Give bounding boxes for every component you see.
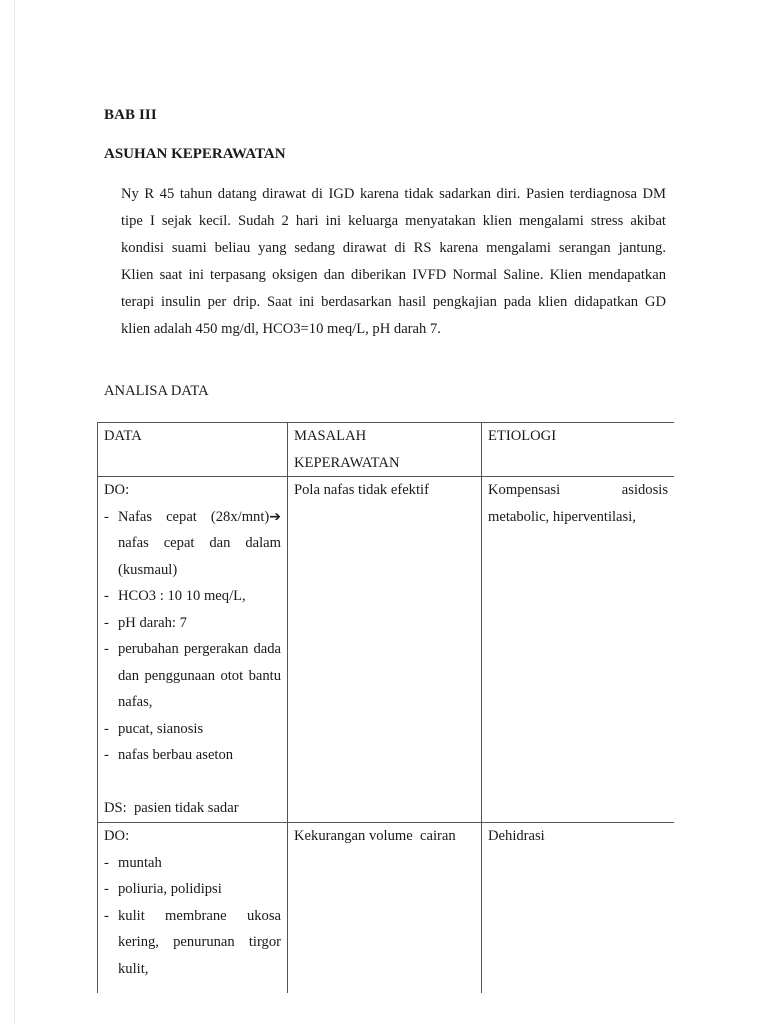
chapter-heading: BAB III bbox=[104, 107, 157, 123]
table-row bbox=[98, 823, 675, 994]
header-masalah bbox=[288, 423, 482, 477]
dash: - bbox=[104, 508, 109, 525]
intro-line: Ny R 45 tahun datang dirawat di IGD karena tidak sadarkan diri. Pasien terdiagnosa DM bbox=[121, 186, 666, 202]
header-etiologi bbox=[482, 423, 675, 477]
page-edge bbox=[14, 0, 15, 1024]
do-label: DO: bbox=[104, 482, 130, 498]
right-arrow-icon: ➔ bbox=[269, 508, 281, 525]
section-heading: ASUHAN KEPERAWATAN bbox=[104, 146, 286, 162]
intro-line: terapi insulin per drip. Saat ini berdasarkan hasil pengkajian pada klien didapatkan GD bbox=[121, 294, 666, 310]
list-item bbox=[104, 742, 281, 769]
masalah-text: Pola nafas tidak efektif bbox=[294, 482, 429, 498]
dash: - bbox=[104, 747, 109, 763]
dash: - bbox=[104, 881, 109, 897]
analysis-title: ANALISA DATA bbox=[104, 383, 209, 399]
item-text: pucat, sianosis bbox=[118, 720, 204, 737]
dash: - bbox=[104, 588, 109, 604]
masalah-cell bbox=[288, 477, 482, 823]
spacer bbox=[104, 769, 281, 795]
list-item-continuation: kering, penurunan tirgor bbox=[118, 934, 281, 950]
intro-line: kondisi suami beliau yang sedang dirawat di RS karena mengalami serangan jantung. bbox=[121, 240, 666, 256]
etiologi-cell bbox=[482, 823, 675, 994]
item-text: poliuria, polidipsi bbox=[118, 881, 222, 897]
list-item bbox=[104, 903, 281, 930]
header-data-label: DATA bbox=[104, 428, 142, 444]
intro-line: Klien saat ini terpasang oksigen dan diberikan IVFD Normal Saline. Klien mendapatkan bbox=[121, 267, 666, 283]
table-row bbox=[98, 477, 675, 823]
list-item bbox=[104, 636, 281, 663]
data-cell bbox=[98, 823, 288, 994]
dash: - bbox=[104, 854, 109, 871]
etiologi-text: metabolic, hiperventilasi, bbox=[488, 508, 636, 525]
etiologi-text: Kompensasi bbox=[488, 482, 561, 498]
list-item bbox=[104, 850, 281, 877]
case-description bbox=[121, 181, 666, 343]
etiologi-text: asidosis bbox=[621, 482, 668, 498]
list-item-continuation: kulit, bbox=[118, 960, 149, 977]
intro-line: tipe I sejak kecil. Sudah 2 hari ini keluarga menyatakan klien mengalami stress akibat bbox=[121, 213, 666, 229]
list-item bbox=[104, 876, 281, 903]
header-data bbox=[98, 423, 288, 477]
item-text: muntah bbox=[118, 854, 162, 871]
etiologi-line bbox=[488, 477, 668, 504]
item-text: HCO3 : 10 10 meq/L, bbox=[118, 588, 246, 604]
item-text: kulit membrane ukosa bbox=[118, 907, 281, 924]
item-text: perubahan pergerakan dada bbox=[118, 641, 281, 657]
dash: - bbox=[104, 907, 109, 924]
list-item-continuation: dan penggunaan otot bantu bbox=[118, 667, 281, 684]
ds-label: DS: pasien tidak sadar bbox=[104, 799, 239, 816]
header-masalah-line: MASALAH bbox=[294, 428, 367, 444]
list-item-continuation: (kusmaul) bbox=[118, 561, 178, 578]
etiologi-cell bbox=[482, 477, 675, 823]
list-item-continuation: nafas, bbox=[118, 694, 153, 710]
list-item bbox=[104, 610, 281, 637]
dash: - bbox=[104, 614, 109, 631]
item-text: nafas berbau aseton bbox=[118, 747, 234, 763]
dash: - bbox=[104, 641, 109, 657]
analysis-table bbox=[97, 422, 674, 993]
data-cell bbox=[98, 477, 288, 823]
list-item bbox=[104, 504, 281, 531]
header-etiologi-label: ETIOLOGI bbox=[488, 428, 557, 444]
etiologi-text: Dehidrasi bbox=[488, 828, 545, 844]
list-item bbox=[104, 583, 281, 610]
masalah-text: Kekurangan volume cairan bbox=[294, 828, 456, 844]
do-label: DO: bbox=[104, 828, 130, 844]
dash: - bbox=[104, 720, 109, 737]
list-item bbox=[104, 716, 281, 743]
masalah-cell bbox=[288, 823, 482, 994]
item-text: pH darah: 7 bbox=[118, 614, 187, 631]
intro-line: klien adalah 450 mg/dl, HCO3=10 meq/L, pH darah 7. bbox=[121, 321, 441, 337]
list-item-continuation: nafas cepat dan dalam bbox=[118, 535, 281, 551]
item-text: Nafas cepat (28x/mnt) bbox=[118, 508, 270, 525]
header-masalah-line: KEPERAWATAN bbox=[294, 454, 400, 471]
table-header-row bbox=[98, 423, 675, 477]
